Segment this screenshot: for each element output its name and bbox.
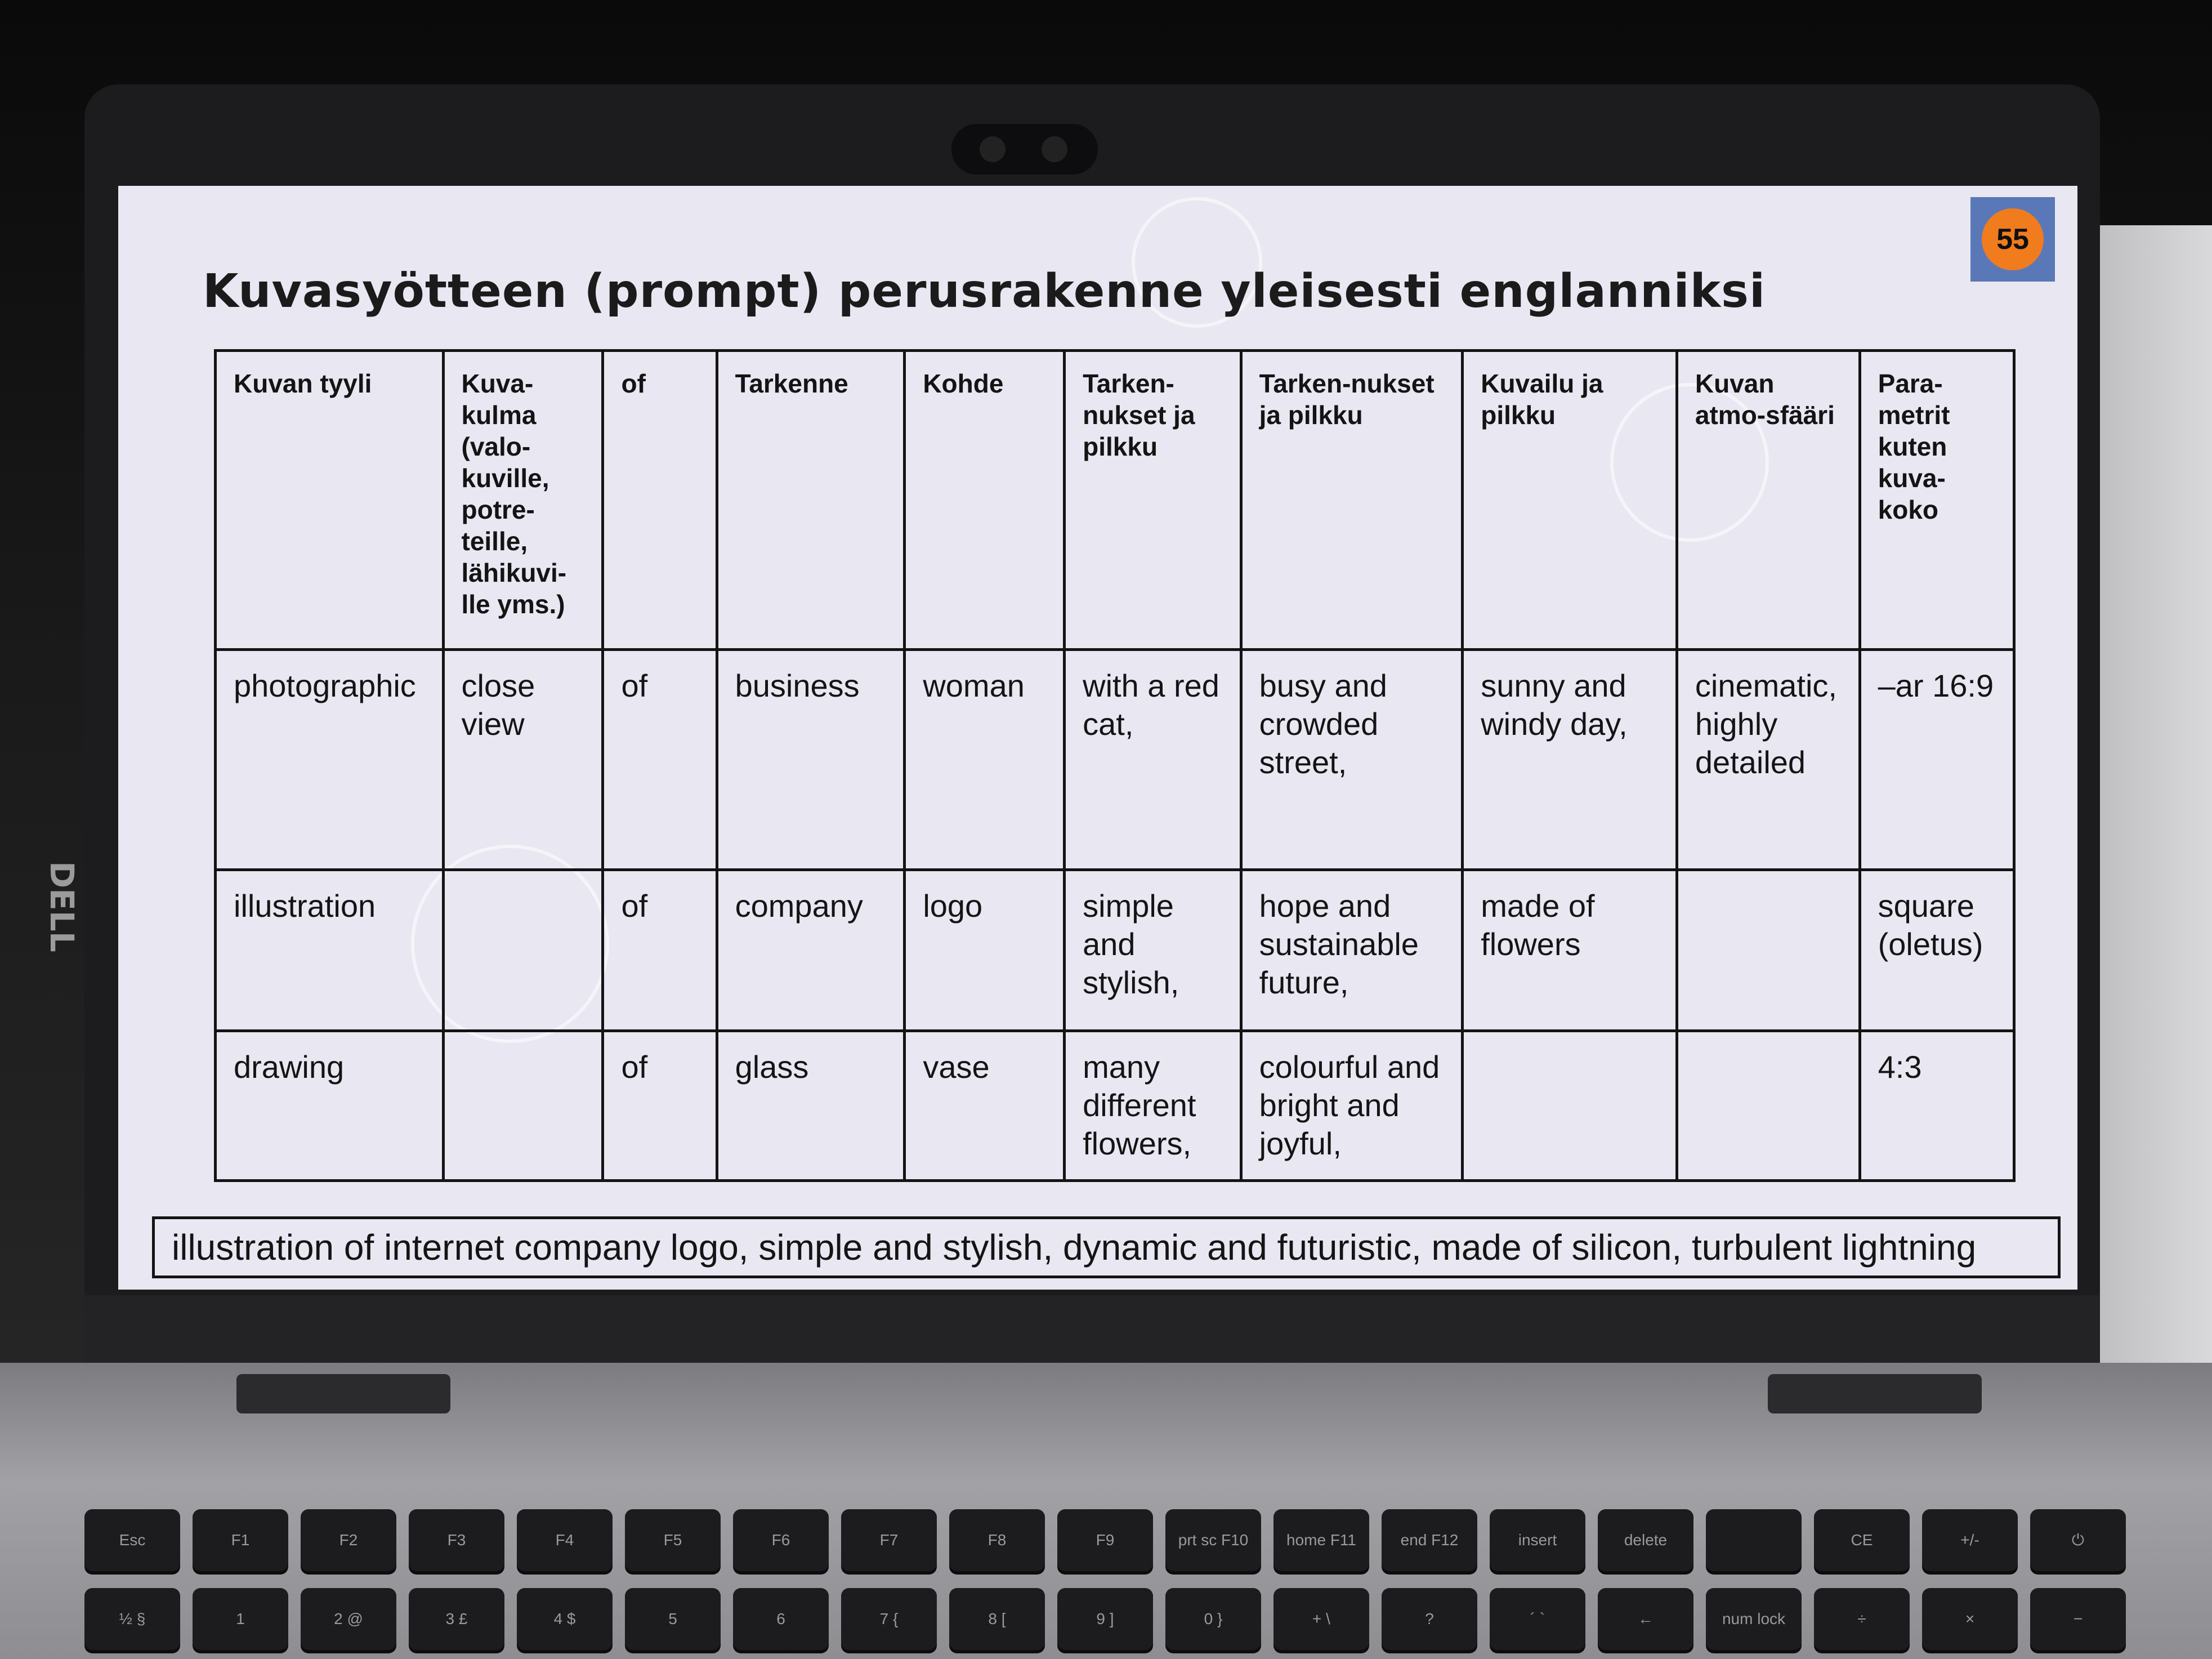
key-f9[interactable]: F9	[1057, 1509, 1153, 1571]
key-backspace-icon[interactable]: ←	[1598, 1588, 1693, 1650]
key-esc[interactable]: Esc	[84, 1509, 180, 1571]
key-section[interactable]: ½ §	[84, 1588, 180, 1650]
key-ce[interactable]: CE	[1814, 1509, 1910, 1571]
key-f7-brightness-up-icon[interactable]: F7	[841, 1509, 937, 1571]
key-2[interactable]: 2 @	[301, 1588, 396, 1650]
webcam	[951, 124, 1098, 175]
table-cell: company	[717, 870, 905, 1031]
key-5[interactable]: 5	[625, 1588, 721, 1650]
key-question[interactable]: ?	[1382, 1588, 1477, 1650]
table-cell: business	[717, 650, 905, 870]
table-cell: 4:3	[1860, 1031, 2014, 1181]
function-key-row	[84, 1509, 2126, 1571]
key-7[interactable]: 7 {	[841, 1588, 937, 1650]
key-end[interactable]: end F12	[1382, 1509, 1477, 1571]
key-minus[interactable]: −	[2030, 1588, 2126, 1650]
presentation-logo	[1970, 197, 2055, 282]
key-f6-brightness-down-icon[interactable]: F6	[733, 1509, 829, 1571]
number-key-row	[84, 1588, 2126, 1650]
slide-title: Kuvasyötteen (prompt) perusrakenne yleisesti englanniksi	[203, 265, 1766, 318]
key-f2-volume-down-icon[interactable]: F2	[301, 1509, 396, 1571]
table-row	[216, 650, 2014, 870]
table-cell: vase	[905, 1031, 1065, 1181]
key-multiply[interactable]: ×	[1922, 1588, 2018, 1650]
dell-logo: DELL	[43, 861, 81, 952]
table-cell: with a red cat,	[1065, 650, 1241, 870]
key-plus[interactable]: + \	[1273, 1588, 1369, 1650]
header-cell: Kuvan atmo-sfääri	[1677, 351, 1860, 650]
header-cell: Kuva-kulma (valo-kuville, potre-teille, lähikuvi-lle yms.)	[443, 351, 603, 650]
hinge-right	[1768, 1374, 1982, 1413]
hinge-left	[236, 1374, 450, 1413]
table-cell	[443, 870, 603, 1031]
key-delete[interactable]: delete	[1598, 1509, 1693, 1571]
table-cell: photographic	[216, 650, 444, 870]
table-cell	[443, 1031, 603, 1181]
table-cell: colourful and bright and joyful,	[1241, 1031, 1463, 1181]
key-f3-volume-up-icon[interactable]: F3	[409, 1509, 504, 1571]
table-cell: close view	[443, 650, 603, 870]
key-6[interactable]: 6	[733, 1588, 829, 1650]
header-cell: Tarkenne	[717, 351, 905, 650]
header-cell: Tarken-nukset ja pilkku	[1241, 351, 1463, 650]
table-cell: simple and stylish,	[1065, 870, 1241, 1031]
logo-badge: 55	[1982, 208, 2044, 270]
webcam-sensor-icon	[1042, 136, 1067, 162]
header-cell: Para-metrit kuten kuva-koko	[1860, 351, 2014, 650]
key-f4-mic-mute-icon[interactable]: F4	[517, 1509, 613, 1571]
key-home[interactable]: home F11	[1273, 1509, 1369, 1571]
table-cell	[1677, 870, 1860, 1031]
key-insert[interactable]: insert	[1490, 1509, 1585, 1571]
webcam-lens-icon	[980, 136, 1006, 162]
screen-bezel-bottom	[84, 1295, 2100, 1363]
key-3[interactable]: 3 £	[409, 1588, 504, 1650]
table-cell: sunny and windy day,	[1463, 650, 1677, 870]
table-cell: drawing	[216, 1031, 444, 1181]
table-row	[216, 1031, 2014, 1181]
key-8[interactable]: 8 [	[949, 1588, 1045, 1650]
table-cell: many different flowers,	[1065, 1031, 1241, 1181]
header-cell: Kohde	[905, 351, 1065, 650]
key-4[interactable]: 4 $	[517, 1588, 613, 1650]
table-cell: made of flowers	[1463, 870, 1677, 1031]
key-calculator-icon[interactable]	[1706, 1509, 1802, 1571]
key-divide[interactable]: ÷	[1814, 1588, 1910, 1650]
prompt-structure-table	[214, 349, 2016, 1182]
header-cell: Kuvan tyyli	[216, 351, 444, 650]
table-cell: of	[603, 870, 717, 1031]
table-cell	[1677, 1031, 1860, 1181]
table-cell: woman	[905, 650, 1065, 870]
table-cell: hope and sustainable future,	[1241, 870, 1463, 1031]
key-numlock[interactable]: num lock	[1706, 1588, 1802, 1650]
table-cell: busy and crowded street,	[1241, 650, 1463, 870]
key-accent[interactable]: ´ `	[1490, 1588, 1585, 1650]
key-9[interactable]: 9 ]	[1057, 1588, 1153, 1650]
header-cell: Kuvailu ja pilkku	[1463, 351, 1677, 650]
table-header-row	[216, 351, 2014, 650]
key-1[interactable]: 1	[193, 1588, 288, 1650]
table-cell	[1463, 1031, 1677, 1181]
header-cell: of	[603, 351, 717, 650]
table-row	[216, 870, 2014, 1031]
table-cell: illustration	[216, 870, 444, 1031]
table-cell: logo	[905, 870, 1065, 1031]
key-f5-kbd-light-icon[interactable]: F5	[625, 1509, 721, 1571]
table-cell: glass	[717, 1031, 905, 1181]
table-cell: square (oletus)	[1860, 870, 2014, 1031]
table-cell: cinematic, highly detailed	[1677, 650, 1860, 870]
table-cell: –ar 16:9	[1860, 650, 2014, 870]
key-f8-display-icon[interactable]: F8	[949, 1509, 1045, 1571]
example-prompt: illustration of internet company logo, simple and stylish, dynamic and futuristic, made of silicon, turbulent lightning	[152, 1216, 2061, 1278]
key-f1-mute-icon[interactable]: F1	[193, 1509, 288, 1571]
header-cell: Tarken-nukset ja pilkku	[1065, 351, 1241, 650]
key-plus-minus[interactable]: +/-	[1922, 1509, 2018, 1571]
key-power-icon[interactable]: ⏻	[2030, 1509, 2126, 1571]
key-0[interactable]: 0 }	[1165, 1588, 1261, 1650]
key-prtsc[interactable]: prt sc F10	[1165, 1509, 1261, 1571]
laptop-screen	[118, 186, 2077, 1290]
table-cell: of	[603, 650, 717, 870]
table-cell: of	[603, 1031, 717, 1181]
